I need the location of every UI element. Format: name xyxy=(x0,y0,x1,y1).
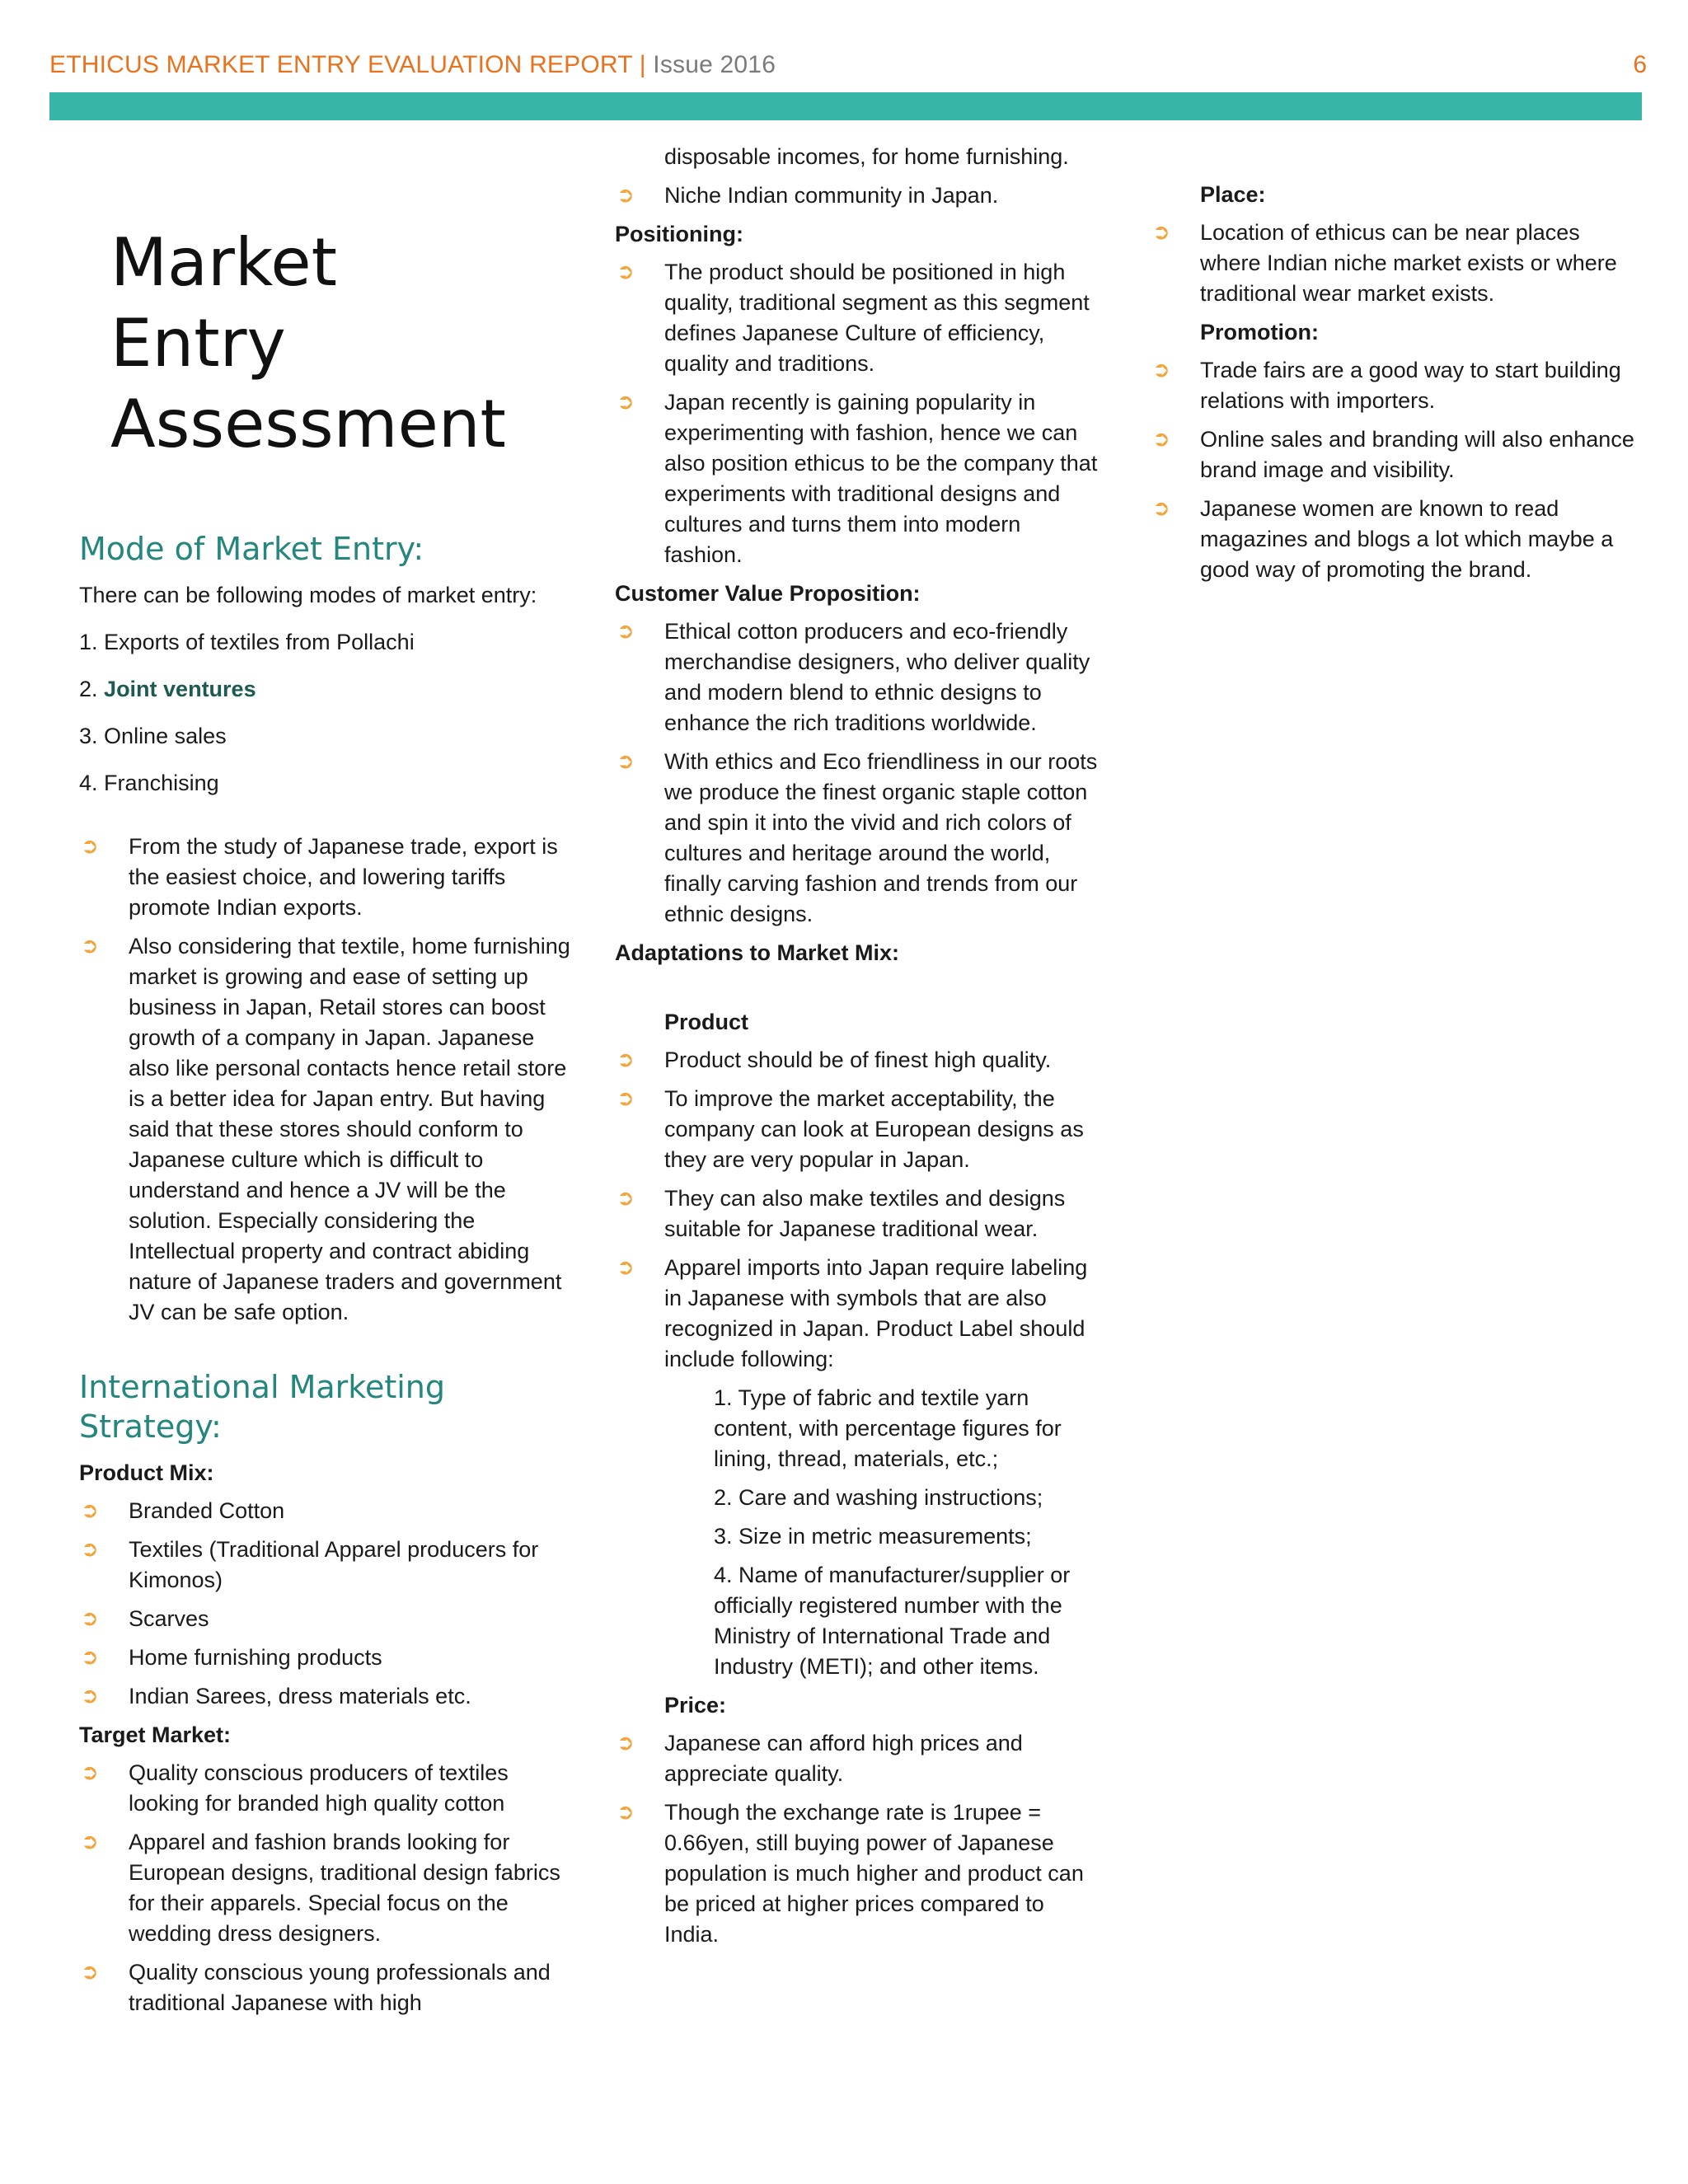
list-item: ➲ Textiles (Traditional Apparel producers for Kimonos) xyxy=(79,1535,574,1596)
arrow-bullet-icon: ➲ xyxy=(617,1186,635,1211)
product-list xyxy=(615,1045,1101,1375)
arrow-bullet-icon: ➲ xyxy=(617,1731,635,1755)
mode-item: 4. Franchising xyxy=(79,771,219,795)
list-item: ➲ Quality conscious young professionals and traditional Japanese with high xyxy=(79,1957,574,2018)
list-item: ➲ To improve the market acceptability, the company can look at European designs as they are very popular in Japan. xyxy=(615,1084,1101,1175)
list-item: ➲ With ethics and Eco friendliness in our roots we produce the finest organic staple cotton and spin it into the vivid and rich colors of cultures and heritage around the world, finally carving fashion and trends from our ethnic designs. xyxy=(615,747,1101,930)
arrow-bullet-icon: ➲ xyxy=(81,1830,99,1854)
target-continued: disposable incomes, for home furnishing. xyxy=(664,144,1069,169)
mode-item: 2. Joint ventures xyxy=(79,677,256,701)
column-right xyxy=(1151,180,1637,593)
arrow-bullet-icon: ➲ xyxy=(81,1537,99,1562)
product-mix-label: Product Mix: xyxy=(79,1460,214,1485)
arrow-bullet-icon: ➲ xyxy=(81,1645,99,1670)
product-label: Product xyxy=(664,1010,749,1034)
place-list xyxy=(1151,218,1637,309)
list-item: ➲ Ethical cotton producers and eco-friendly merchandise designers, who deliver quality and modern blend to ethnic designs to enhance the rich traditions worldwide. xyxy=(615,616,1101,738)
positioning-label: Positioning: xyxy=(615,222,743,246)
mode-heading: Mode of Market Entry: xyxy=(79,531,424,567)
list-item: ➲ Quality conscious producers of textiles looking for branded high quality cotton xyxy=(79,1758,574,1819)
product-mix-list xyxy=(79,1496,574,1712)
arrow-bullet-icon: ➲ xyxy=(1152,220,1170,245)
promotion-label: Promotion: xyxy=(1200,320,1319,344)
strategy-heading: International Marketing Strategy: xyxy=(79,1369,445,1445)
positioning-list xyxy=(615,257,1101,570)
target-market-label: Target Market: xyxy=(79,1722,232,1747)
list-item: ➲ Though the exchange rate is 1rupee = 0.66yen, still buying power of Japanese population is much higher and product can be priced at higher prices compared to India. xyxy=(615,1797,1101,1950)
list-item: ➲ Japan recently is gaining popularity in experimenting with fashion, hence we can also position ethicus to be the company that experiments with traditional designs and cultures and turns them into modern fashion. xyxy=(615,387,1101,570)
list-item: ➲ Also considering that textile, home furnishing market is growing and ease of setting up business in Japan, Retail stores can boost growth of a company in Japan. Japanese also like personal contacts hence retail store is a better idea for Japan entry. But having said that these stores should conform to Japanese culture which is difficult to understand and hence a JV will be the solution. Especially considering the Intellectual property and contract abiding nature of Japanese traders and government JV can be safe option. xyxy=(79,931,574,1328)
list-item: ➲ Home furnishing products xyxy=(79,1643,574,1673)
list-item: ➲ Scarves xyxy=(79,1604,574,1634)
column-left xyxy=(79,223,574,2027)
title-line: Market xyxy=(110,224,337,301)
price-list xyxy=(615,1728,1101,1950)
arrow-bullet-icon: ➲ xyxy=(1152,358,1170,382)
list-item: ➲ Location of ethicus can be near places where Indian niche market exists or where traditional wear market exists. xyxy=(1151,218,1637,309)
arrow-bullet-icon: ➲ xyxy=(81,1960,99,1985)
report-title: ETHICUS MARKET ENTRY EVALUATION REPORT xyxy=(49,51,633,78)
mode-intro: There can be following modes of market entry: xyxy=(79,583,537,607)
list-item: ➲ Japanese can afford high prices and appreciate quality. xyxy=(615,1728,1101,1789)
arrow-bullet-icon: ➲ xyxy=(617,260,635,284)
list-item: ➲ Apparel and fashion brands looking for European designs, traditional design fabrics for their apparels. Special focus on the wedding dress designers. xyxy=(79,1827,574,1949)
target-more-list xyxy=(615,180,1101,211)
arrow-bullet-icon: ➲ xyxy=(1152,427,1170,452)
list-item: ➲ Japanese women are known to read magazines and blogs a lot which maybe a good way of promoting the brand. xyxy=(1151,494,1637,585)
arrow-bullet-icon: ➲ xyxy=(81,1760,99,1785)
header-bar xyxy=(49,92,1642,120)
label-item: 1. Type of fabric and textile yarn content, with percentage figures for lining, thread, materials, etc.; xyxy=(714,1385,1062,1471)
arrow-bullet-icon: ➲ xyxy=(617,183,635,208)
list-item: ➲ They can also make textiles and designs suitable for Japanese traditional wear. xyxy=(615,1183,1101,1244)
arrow-bullet-icon: ➲ xyxy=(617,390,635,415)
place-label: Place: xyxy=(1200,182,1266,207)
cvp-label: Customer Value Proposition: xyxy=(615,581,921,606)
cvp-list xyxy=(615,616,1101,930)
arrow-bullet-icon: ➲ xyxy=(1152,496,1170,521)
label-item: 2. Care and washing instructions; xyxy=(714,1485,1043,1510)
arrow-bullet-icon: ➲ xyxy=(617,1255,635,1280)
arrow-bullet-icon: ➲ xyxy=(81,1606,99,1631)
list-item: ➲ Product should be of finest high quality. xyxy=(615,1045,1101,1076)
arrow-bullet-icon: ➲ xyxy=(81,834,99,859)
arrow-bullet-icon: ➲ xyxy=(617,1086,635,1111)
mode-bullets xyxy=(79,832,574,1328)
label-item: 4. Name of manufacturer/supplier or officially registered number with the Ministry of International Trade and Industry (METI); and other items. xyxy=(714,1563,1071,1679)
adaptations-label: Adaptations to Market Mix: xyxy=(615,940,900,965)
label-item: 3. Size in metric measurements; xyxy=(714,1524,1032,1549)
mode-item: 1. Exports of textiles from Pollachi xyxy=(79,630,415,654)
mode-item: 3. Online sales xyxy=(79,724,227,748)
list-item: ➲ Niche Indian community in Japan. xyxy=(615,180,1101,211)
list-item: ➲ Indian Sarees, dress materials etc. xyxy=(79,1681,574,1712)
arrow-bullet-icon: ➲ xyxy=(81,934,99,958)
arrow-bullet-icon: ➲ xyxy=(617,1800,635,1825)
price-label: Price: xyxy=(664,1693,727,1718)
report-header xyxy=(49,51,776,79)
list-item: ➲ From the study of Japanese trade, export is the easiest choice, and lowering tariffs promote Indian exports. xyxy=(79,832,574,923)
list-item: ➲ Trade fairs are a good way to start building relations with importers. xyxy=(1151,355,1637,416)
joint-ventures-highlight: Joint ventures xyxy=(104,677,256,701)
list-item: ➲ Online sales and branding will also enhance brand image and visibility. xyxy=(1151,424,1637,485)
arrow-bullet-icon: ➲ xyxy=(617,1047,635,1072)
title-line: Entry xyxy=(110,305,286,382)
list-item: ➲ Branded Cotton xyxy=(79,1496,574,1526)
header-separator: | xyxy=(639,51,646,78)
arrow-bullet-icon: ➲ xyxy=(81,1684,99,1708)
arrow-bullet-icon: ➲ xyxy=(617,749,635,774)
column-middle xyxy=(615,142,1101,1958)
page-title xyxy=(110,223,574,465)
arrow-bullet-icon: ➲ xyxy=(617,619,635,644)
title-line: Assessment xyxy=(110,386,506,462)
list-item: ➲ Apparel imports into Japan require labeling in Japanese with symbols that are also recognized in Japan. Product Label should include following: xyxy=(615,1253,1101,1375)
arrow-bullet-icon: ➲ xyxy=(81,1498,99,1523)
page-number: 6 xyxy=(1633,51,1647,78)
list-item: ➲ The product should be positioned in high quality, traditional segment as this segment defines Japanese Culture of efficiency, quality and traditions. xyxy=(615,257,1101,379)
promotion-list xyxy=(1151,355,1637,585)
issue-label: Issue 2016 xyxy=(653,51,776,78)
target-market-list xyxy=(79,1758,574,2018)
